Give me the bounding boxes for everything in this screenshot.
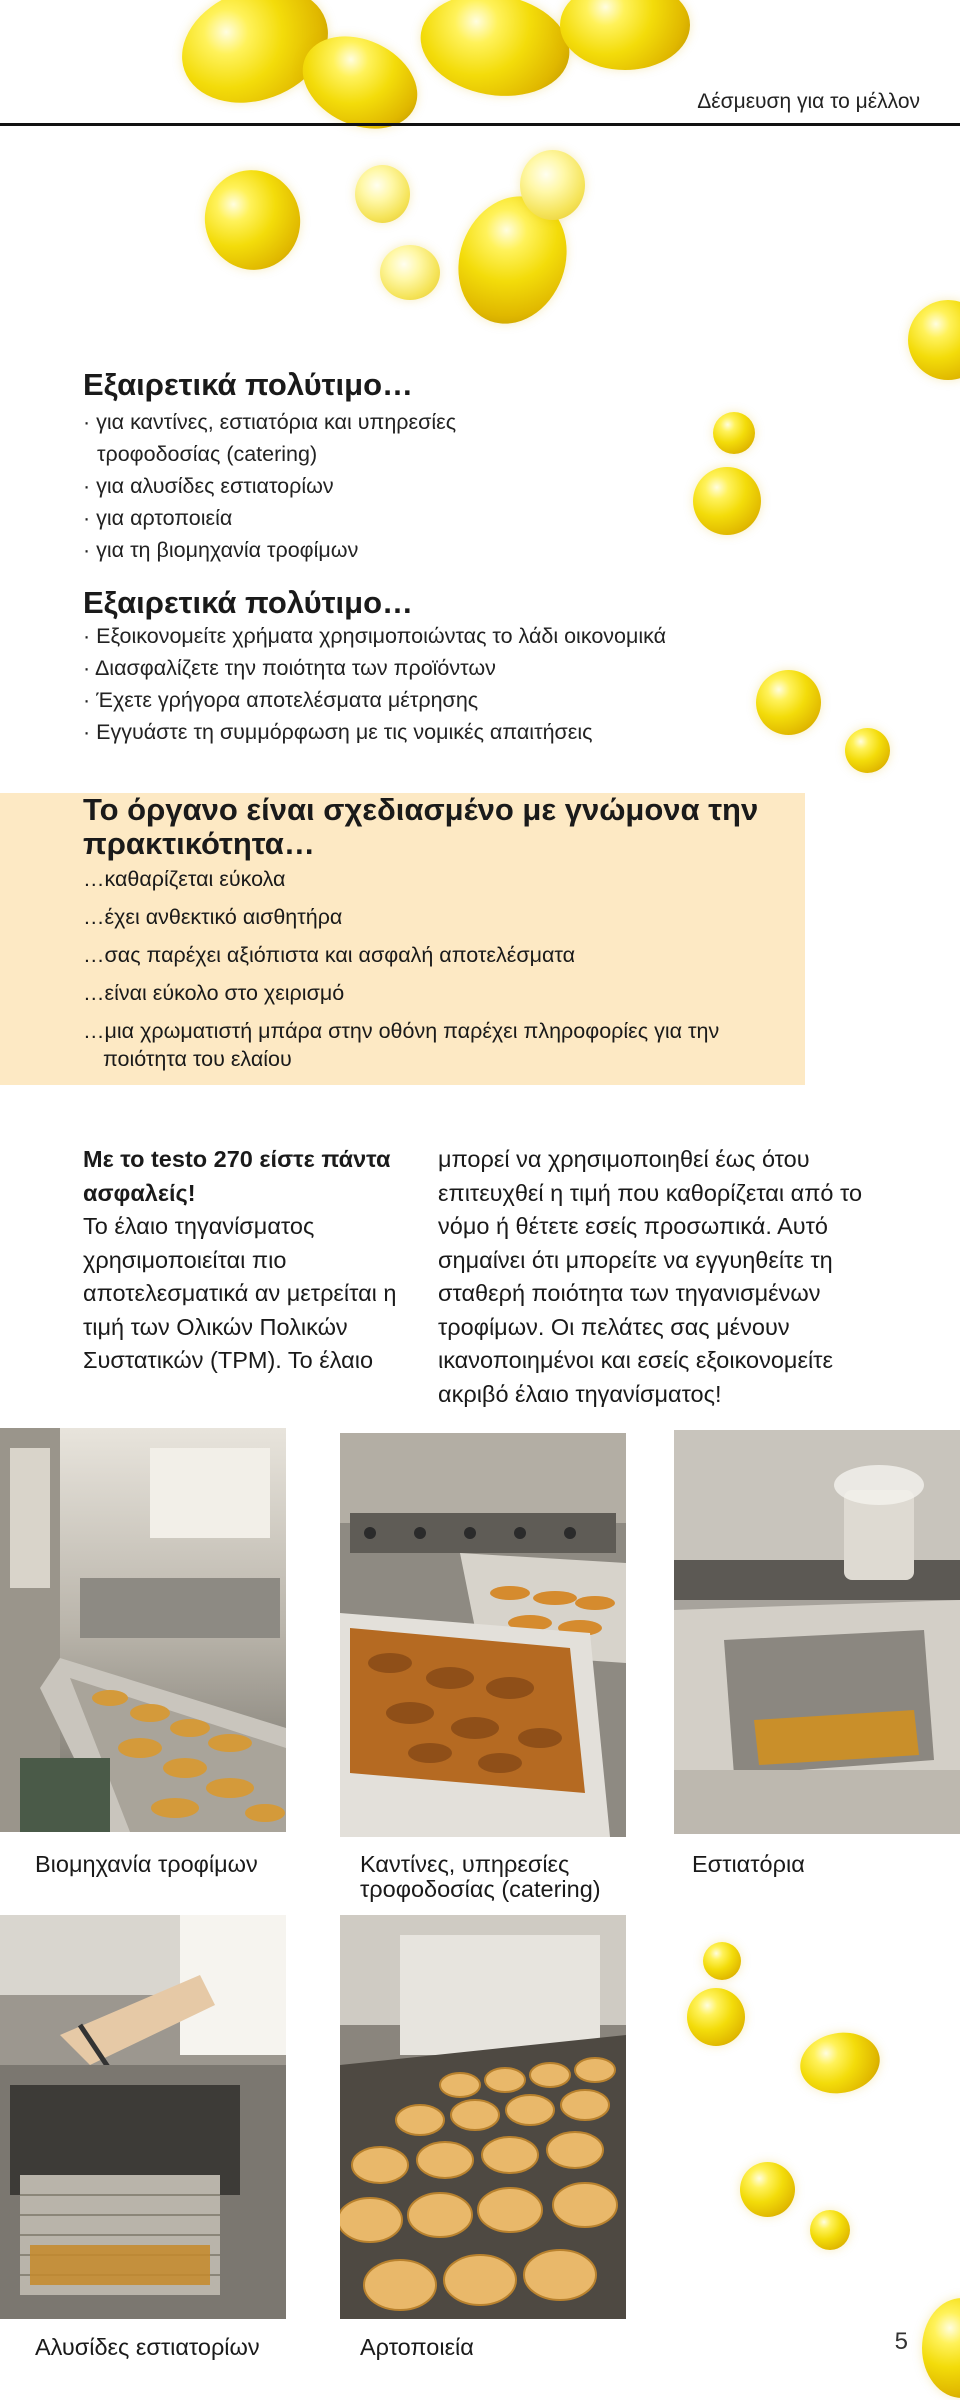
list-item: · για τη βιομηχανία τροφίμων (83, 538, 359, 562)
body-left-text: Το έλαιο τηγανίσματος χρησιμοποιείται πιο αποτελεσματικά αν μετρείται η τιμή των Ολικών Πολικών Συστατικών (TPM). Το έλαιο (83, 1213, 397, 1373)
photo-canteens (340, 1433, 626, 1837)
list-item: …σας παρέχει αξιόπιστα και ασφαλή αποτελέσματα (83, 943, 576, 967)
body-left-column (83, 1143, 413, 1378)
caption-restaurant-chains: Αλυσίδες εστιατορίων (35, 2334, 260, 2360)
panel-list (83, 865, 783, 1083)
lead-text: Με το testo 270 είστε πάντα ασφαλείς! (83, 1146, 391, 1206)
list-item: …μια χρωματιστή μπάρα στην οθόνη παρέχει πληροφορίες για την ποιότητα του ελαίου (83, 1019, 720, 1071)
body-right-text: μπορεί να χρησιμοποιηθεί έως ότου επιτευχθεί η τιμή που καθορίζεται από το νόμο ή θέτετε εσείς προσωπικά. Αυτό σημαίνει ότι μπορείτε να εγγυηθείτε τη σταθερή ποιότητα των τηγανισμένων τροφίμων. Οι πελάτες σας μένουν ικανοποιημένοι και εσείς εξοικονομείτε ακριβό έλαιο τηγανίσματος! (438, 1146, 863, 1407)
section1-list (83, 406, 523, 566)
caption-restaurants: Εστιατόρια (692, 1851, 805, 1877)
running-header: Δέσμευση για το μέλλον (697, 90, 920, 113)
list-item: …είναι εύκολο στο χειρισμό (83, 981, 345, 1005)
photo-restaurant-chains (0, 1915, 286, 2319)
photo-food-industry (0, 1428, 286, 1832)
caption-bakeries: Αρτοποιεία (360, 2334, 474, 2360)
section1-heading: Εξαιρετικά πολύτιμο… (83, 367, 414, 402)
practicality-panel (0, 793, 805, 1085)
list-item: · για καντίνες, εστιατόρια και υπηρεσίες τροφοδοσίας (catering) (83, 410, 457, 466)
header-rule (0, 123, 960, 126)
list-item: · Εγγυάστε τη συμμόρφωση με τις νομικές απαιτήσεις (83, 720, 593, 744)
list-item: …καθαρίζεται εύκολα (83, 867, 286, 891)
photo-restaurants (674, 1430, 960, 1834)
list-item: · Εξοικονομείτε χρήματα χρησιμοποιώντας το λάδι οικονομικά (83, 624, 667, 648)
list-item: · Διασφαλίζετε την ποιότητα των προϊόντων (83, 656, 496, 680)
section2-list (83, 620, 803, 748)
panel-heading: Το όργανο είναι σχεδιασμένο με γνώμονα την πρακτικότητα… (83, 792, 759, 861)
section2-heading: Εξαιρετικά πολύτιμο… (83, 585, 414, 620)
list-item: · για αρτοποιεία (83, 506, 233, 530)
list-item: · για αλυσίδες εστιατορίων (83, 474, 334, 498)
caption-canteens: Καντίνες, υπηρεσίες τροφοδοσίας (catering) (360, 1851, 601, 1902)
list-item: · Έχετε γρήγορα αποτελέσματα μέτρησης (83, 688, 479, 712)
page-number: 5 (894, 2328, 908, 2355)
body-right-column (438, 1143, 908, 1411)
photo-bakeries (340, 1915, 626, 2319)
caption-food-industry: Βιομηχανία τροφίμων (35, 1851, 258, 1877)
list-item: …έχει ανθεκτικό αισθητήρα (83, 905, 343, 929)
